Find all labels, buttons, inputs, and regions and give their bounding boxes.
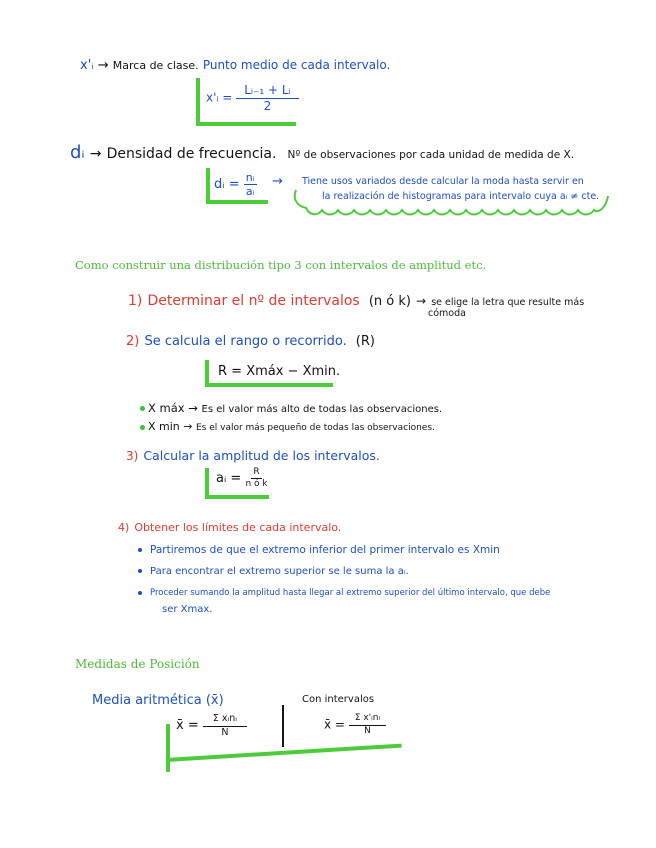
- xmin-text: Es el valor más pequeño de todas las observaciones.: [196, 423, 435, 433]
- marca-de-clase-line: [80, 58, 390, 73]
- amplitud-formula-denominator: n ó k: [245, 479, 268, 489]
- divider-line: [282, 705, 284, 747]
- densidad-note-line2: la realización de histogramas para intervalo cuya aᵢ ≠ cte.: [322, 191, 600, 202]
- step-4-text: Obtener los límites de cada intervalo.: [134, 521, 342, 534]
- marca-symbol: x'ᵢ: [80, 58, 94, 73]
- step-3-text: Calcular la amplitud de los intervalos.: [143, 448, 380, 463]
- section-title-posicion: Medidas de Posición: [75, 657, 200, 671]
- step-1-note: se elige la letra que resulte más: [431, 297, 585, 308]
- step-4: [118, 516, 341, 535]
- amplitud-formula-numerator: R: [253, 467, 260, 477]
- step-3: [126, 445, 380, 464]
- xmin-label: X min: [148, 420, 180, 433]
- step-4-bullet-1-text: Partiremos de que el extremo inferior del primer intervalo es Xmin: [150, 544, 500, 556]
- wavy-underline: [292, 186, 614, 220]
- rango-formula: R = Xmáx − Xmin.: [218, 364, 341, 379]
- densidad-formula: [214, 172, 257, 197]
- arrow-icon: →: [97, 58, 109, 73]
- media-formula-lhs: x̄ =: [176, 718, 199, 733]
- amplitud-box-left: [205, 468, 209, 498]
- densidad-formula-lhs: dᵢ =: [214, 177, 240, 192]
- arrow-icon: →: [416, 294, 427, 308]
- step-4-bullet-1: [138, 544, 500, 556]
- xmin-line: [140, 420, 435, 433]
- step-1-number: 1): [128, 293, 143, 309]
- step-4-number: 4): [118, 521, 130, 534]
- arrow-icon: →: [89, 146, 102, 162]
- xmax-label: X máx: [148, 401, 185, 415]
- amplitud-formula-lhs: aᵢ =: [216, 471, 242, 486]
- step-4-bullet-2: [138, 566, 409, 577]
- con-intervalos-formula-lhs: x̄ =: [324, 717, 345, 732]
- media-formula-fraction: [203, 714, 247, 737]
- con-intervalos-formula: [324, 714, 386, 736]
- arrow-icon: →: [188, 401, 198, 415]
- marca-formula-numerator: Lᵢ₋₁ + Lᵢ: [236, 84, 299, 99]
- media-formula-denominator: N: [221, 726, 229, 738]
- con-intervalos-label: Con intervalos: [302, 694, 375, 705]
- densidad-note-arrow: →: [272, 174, 283, 189]
- densidad-box-bottom: [206, 200, 268, 204]
- xmax-text: Es el valor más alto de todas las observaciones.: [201, 404, 443, 415]
- rango-box-bottom: [205, 383, 333, 387]
- step-4-bullet-2-text: Para encontrar el extremo superior se le suma la aᵢ.: [150, 566, 409, 577]
- xmax-line: [140, 401, 442, 415]
- step-1-text: Determinar el nº de intervalos: [147, 293, 360, 309]
- marca-label: Marca de clase.: [112, 59, 199, 72]
- marca-box-left: [196, 78, 200, 126]
- marca-formula: [206, 84, 299, 112]
- step-2-number: 2): [126, 334, 140, 349]
- densidad-symbol: dᵢ: [70, 142, 85, 163]
- step-1-paren: (n ó k): [368, 294, 411, 309]
- densidad-formula-numerator: nᵢ: [245, 171, 255, 184]
- bullet-icon: [138, 569, 142, 573]
- marca-formula-fraction: [236, 84, 299, 112]
- marca-box-bottom: [196, 122, 296, 126]
- media-box-left: [166, 724, 170, 772]
- densidad-formula-denominator: aᵢ: [245, 185, 255, 198]
- step-1: [128, 290, 584, 309]
- bullet-icon: [140, 406, 145, 411]
- media-label: Media aritmética (x̄): [92, 693, 224, 708]
- con-intervalos-formula-denominator: N: [364, 726, 371, 736]
- con-intervalos-formula-numerator: Σ x'ᵢnᵢ: [349, 714, 386, 726]
- marca-formula-denominator: 2: [263, 99, 272, 113]
- densidad-box-left: [206, 168, 210, 204]
- step-2-paren: (R): [355, 334, 375, 349]
- con-intervalos-formula-fraction: [349, 714, 386, 736]
- step-4-bullet-3-line2: ser Xmax.: [162, 604, 213, 615]
- step-2-text: Se calcula el rango o recorrido.: [144, 334, 347, 349]
- media-formula-numerator: Σ xᵢnᵢ: [203, 714, 247, 727]
- densidad-note-line1: Tiene usos variados desde calcular la moda hasta servir en: [302, 176, 584, 187]
- section-title-distribucion: Como construir una distribución tipo 3 con intervalos de amplitud etc.: [75, 258, 487, 272]
- step-1-note-line2: cómoda: [428, 308, 466, 319]
- arrow-icon: →: [183, 420, 193, 433]
- media-formula: [176, 714, 247, 737]
- amplitud-box-bottom: [205, 495, 269, 499]
- marca-definition: Punto medio de cada intervalo.: [202, 58, 391, 72]
- step-4-bullet-3: [138, 588, 550, 598]
- marca-formula-lhs: x'ᵢ =: [206, 90, 233, 105]
- bullet-icon: [138, 548, 142, 552]
- step-3-number: 3): [126, 449, 139, 463]
- densidad-formula-fraction: [244, 172, 257, 197]
- amplitud-formula: [216, 468, 268, 489]
- step-4-bullet-3-text: Proceder sumando la amplitud hasta llegar al extremo superior del último intervalo, que debe: [150, 588, 551, 598]
- step-2: [126, 330, 375, 349]
- densidad-label: Densidad de frecuencia.: [106, 146, 277, 162]
- densidad-definition: Nº de observaciones por cada unidad de medida de X.: [287, 149, 575, 161]
- densidad-line: [70, 142, 574, 163]
- bullet-icon: [140, 425, 145, 430]
- bullet-icon: [138, 591, 142, 595]
- amplitud-formula-fraction: [245, 468, 267, 489]
